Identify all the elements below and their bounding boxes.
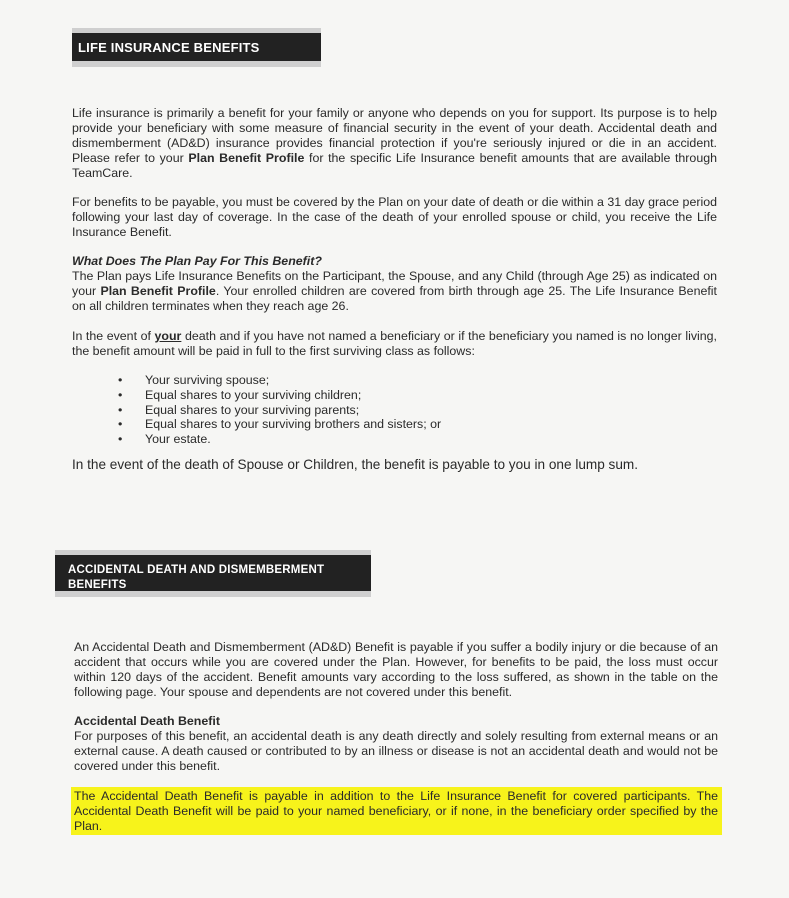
plan-pay-paragraph: The Plan pays Life Insurance Benefits on the Participant, the Spouse, and any Child (through Age 25) as indicated on your Plan Benefit Profile. Your enrolled children are covered from birth through age 25. The Life Insurance Benefit on all children terminates when they reach age 26. xyxy=(72,269,717,313)
list-item: • Equal shares to your surviving children; xyxy=(118,388,441,403)
add-heading: ACCIDENTAL DEATH AND DISMEMBERMENT BENEFITS xyxy=(55,555,371,591)
intro-paragraph: Life insurance is primarily a benefit for your family or anyone who depends on you for support. Its purpose is to help provide your beneficiary with some measure of financial security in the event of your death. Accidental death and dismemberment (AD&D) insurance provides financial protection if you're seriously injured or die in an accident. Please refer to your Plan Benefit Profile for the specific Life Insurance benefit amounts that are available through TeamCare. xyxy=(72,106,717,180)
list-item: • Your surviving spouse; xyxy=(118,373,441,388)
beneficiary-paragraph: In the event of your death and if you have not named a beneficiary or if the beneficiary you named is no longer living, the benefit amount will be paid in full to the first surviving class as follows: xyxy=(72,329,718,358)
plan-pay-subheading: What Does The Plan Pay For This Benefit? xyxy=(72,254,322,268)
surviving-class-list xyxy=(118,373,441,447)
list-item: • Your estate. xyxy=(118,432,441,447)
payable-paragraph: For benefits to be payable, you must be covered by the Plan on your date of death or die within a 31 day grace period following your last day of coverage. In the case of the death of your enrolled spouse or child, you receive the Life Insurance Benefit. xyxy=(72,195,717,239)
accidental-death-subheading: Accidental Death Benefit xyxy=(74,714,220,728)
life-insurance-heading: LIFE INSURANCE BENEFITS xyxy=(72,33,321,61)
list-item: • Equal shares to your surviving brothers and sisters; or xyxy=(118,417,441,432)
highlighted-paragraph: The Accidental Death Benefit is payable in addition to the Life Insurance Benefit for covered participants. The Accidental Death Benefit will be paid to your named beneficiary, or if none, in the beneficiary order specified by the Plan. xyxy=(74,789,718,833)
lump-sum-paragraph: In the event of the death of Spouse or Children, the benefit is payable to you in one lump sum. xyxy=(72,457,639,472)
accidental-death-paragraph: For purposes of this benefit, an accidental death is any death directly and solely resulting from external means or an external cause. A death caused or contributed to by an illness or disease is not an accidental death and would not be covered under this benefit. xyxy=(74,729,718,773)
list-item: • Equal shares to your surviving parents; xyxy=(118,403,441,418)
add-intro-paragraph: An Accidental Death and Dismemberment (AD&D) Benefit is payable if you suffer a bodily injury or die because of an accident that occurs while you are covered under the Plan. However, for benefits to be paid, the loss must occur within 120 days of the accident. Benefit amounts vary according to the loss suffered, as shown in the table on the following page. Your spouse and dependents are not covered under this benefit. xyxy=(74,640,718,699)
